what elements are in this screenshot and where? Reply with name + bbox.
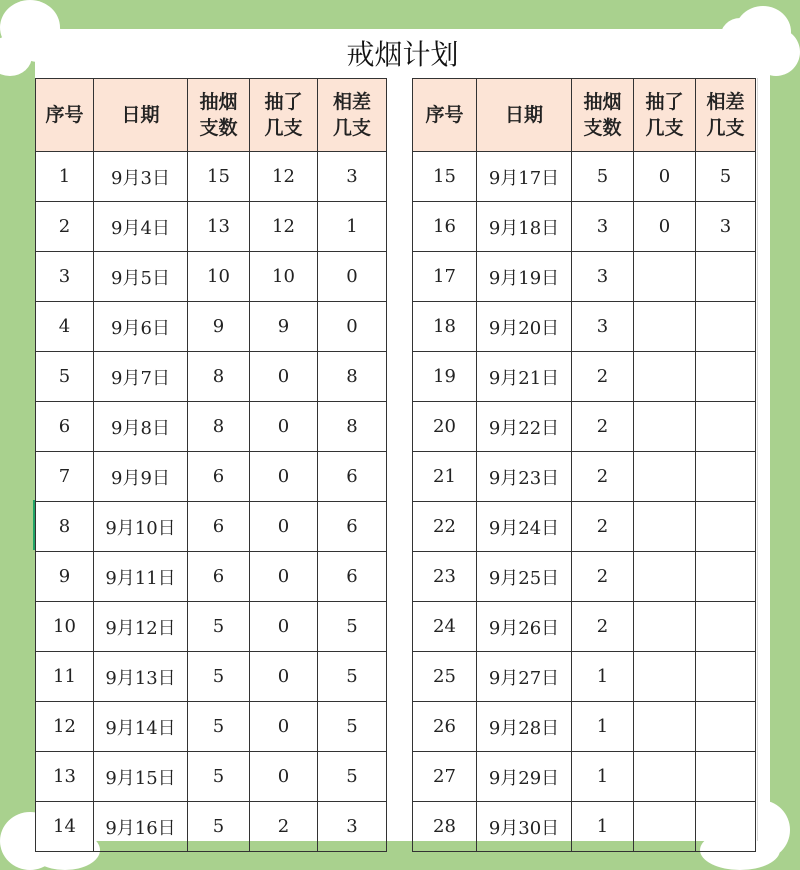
cell-diff[interactable] — [696, 502, 756, 552]
table-header-row — [413, 79, 756, 152]
table-header-row — [36, 79, 387, 152]
table-row — [36, 502, 387, 552]
cell-smoked[interactable] — [634, 702, 696, 752]
cell-smoked[interactable] — [634, 752, 696, 802]
cell-date[interactable]: 9月26日 — [477, 602, 572, 652]
table-row — [413, 302, 756, 352]
table-row — [413, 252, 756, 302]
cell-no[interactable]: 6 — [36, 402, 94, 452]
cell-planned[interactable]: 9 — [188, 302, 250, 352]
cell-diff[interactable] — [696, 302, 756, 352]
cell-no[interactable]: 8 — [36, 502, 94, 552]
cell-planned[interactable]: 13 — [188, 202, 250, 252]
header-date: 日期 — [477, 79, 572, 152]
header-planned — [188, 79, 250, 152]
cell-date[interactable]: 9月15日 — [94, 752, 188, 802]
cell-date[interactable]: 9月7日 — [94, 352, 188, 402]
cell-smoked[interactable]: 0 — [250, 752, 318, 802]
cell-planned[interactable]: 2 — [572, 602, 634, 652]
cell-smoked[interactable]: 0 — [250, 452, 318, 502]
cell-diff[interactable] — [696, 252, 756, 302]
cell-planned[interactable]: 5 — [188, 602, 250, 652]
cell-diff[interactable]: 6 — [318, 452, 387, 502]
cell-date[interactable]: 9月9日 — [94, 452, 188, 502]
header-diff-text: 相差几支 — [332, 91, 371, 139]
cell-date[interactable]: 9月13日 — [94, 652, 188, 702]
cell-date[interactable]: 9月12日 — [94, 602, 188, 652]
cell-smoked[interactable] — [634, 502, 696, 552]
cell-date[interactable]: 9月27日 — [477, 652, 572, 702]
cell-planned[interactable]: 1 — [572, 802, 634, 852]
table-row — [413, 402, 756, 452]
cell-planned[interactable]: 3 — [572, 202, 634, 252]
cell-date[interactable]: 9月17日 — [477, 152, 572, 202]
table-row — [36, 702, 387, 752]
cell-planned[interactable]: 10 — [188, 252, 250, 302]
cell-diff[interactable]: 5 — [318, 602, 387, 652]
cell-diff[interactable]: 5 — [696, 152, 756, 202]
cell-smoked[interactable]: 0 — [250, 502, 318, 552]
cell-planned[interactable]: 2 — [572, 402, 634, 452]
cell-smoked[interactable]: 0 — [250, 652, 318, 702]
cell-date[interactable]: 9月18日 — [477, 202, 572, 252]
table-row — [413, 652, 756, 702]
cell-planned[interactable]: 6 — [188, 502, 250, 552]
cell-no[interactable]: 10 — [36, 602, 94, 652]
table-row — [36, 152, 387, 202]
cell-smoked[interactable]: 0 — [634, 152, 696, 202]
table-row — [36, 352, 387, 402]
cell-no[interactable]: 7 — [36, 452, 94, 502]
cell-date[interactable]: 9月10日 — [94, 502, 188, 552]
header-date: 日期 — [94, 79, 188, 152]
cell-diff[interactable]: 3 — [318, 802, 387, 852]
cell-diff[interactable]: 0 — [318, 252, 387, 302]
table-right — [412, 78, 756, 852]
header-planned — [572, 79, 634, 152]
cell-no[interactable]: 12 — [36, 702, 94, 752]
sheet-title: 戒烟计划 — [346, 38, 459, 71]
header-diff — [318, 79, 387, 152]
cell-no[interactable]: 27 — [413, 752, 477, 802]
header-smoked — [250, 79, 318, 152]
cell-smoked[interactable] — [634, 452, 696, 502]
cell-smoked[interactable] — [634, 802, 696, 852]
cell-smoked[interactable]: 2 — [250, 802, 318, 852]
cell-smoked[interactable] — [634, 552, 696, 602]
cell-date[interactable]: 9月21日 — [477, 352, 572, 402]
cell-date[interactable]: 9月28日 — [477, 702, 572, 752]
cell-no[interactable]: 17 — [413, 252, 477, 302]
cell-planned[interactable]: 1 — [572, 752, 634, 802]
cell-smoked[interactable]: 0 — [250, 352, 318, 402]
cell-date[interactable]: 9月19日 — [477, 252, 572, 302]
cell-diff[interactable]: 6 — [318, 502, 387, 552]
cell-no[interactable]: 3 — [36, 252, 94, 302]
table-row — [36, 302, 387, 352]
cell-no[interactable]: 20 — [413, 402, 477, 452]
cell-planned[interactable]: 5 — [572, 152, 634, 202]
gridline — [757, 78, 758, 841]
cell-planned[interactable]: 2 — [572, 452, 634, 502]
cell-planned[interactable]: 5 — [188, 652, 250, 702]
cell-planned[interactable]: 3 — [572, 252, 634, 302]
cell-smoked[interactable] — [634, 652, 696, 702]
cell-smoked[interactable]: 0 — [250, 702, 318, 752]
cell-date[interactable]: 9月4日 — [94, 202, 188, 252]
header-diff-text: 相差几支 — [706, 91, 745, 139]
cell-smoked[interactable] — [634, 252, 696, 302]
cell-diff[interactable]: 8 — [318, 352, 387, 402]
table-row — [36, 802, 387, 852]
cell-date[interactable]: 9月23日 — [477, 452, 572, 502]
cell-smoked[interactable]: 0 — [250, 552, 318, 602]
cell-date[interactable]: 9月3日 — [94, 152, 188, 202]
cell-diff[interactable] — [696, 352, 756, 402]
header-smoked — [634, 79, 696, 152]
cell-no[interactable]: 14 — [36, 802, 94, 852]
cell-date[interactable]: 9月24日 — [477, 502, 572, 552]
table-row — [36, 602, 387, 652]
cell-no[interactable]: 16 — [413, 202, 477, 252]
cell-diff[interactable] — [696, 652, 756, 702]
table-row — [413, 702, 756, 752]
cell-diff[interactable] — [696, 452, 756, 502]
cell-planned[interactable]: 2 — [572, 552, 634, 602]
cell-diff[interactable]: 5 — [318, 702, 387, 752]
cell-date[interactable]: 9月5日 — [94, 252, 188, 302]
cell-date[interactable]: 9月8日 — [94, 402, 188, 452]
cell-no[interactable]: 9 — [36, 552, 94, 602]
cell-planned[interactable]: 8 — [188, 352, 250, 402]
table-row — [413, 802, 756, 852]
cell-smoked[interactable]: 0 — [250, 402, 318, 452]
cell-diff[interactable] — [696, 602, 756, 652]
cell-planned[interactable]: 6 — [188, 552, 250, 602]
header-no: 序号 — [36, 79, 94, 152]
cell-diff[interactable]: 0 — [318, 302, 387, 352]
cell-smoked[interactable]: 12 — [250, 152, 318, 202]
cell-smoked[interactable] — [634, 352, 696, 402]
cell-smoked[interactable]: 0 — [634, 202, 696, 252]
cell-diff[interactable]: 8 — [318, 402, 387, 452]
cell-diff[interactable] — [696, 752, 756, 802]
cell-date[interactable]: 9月22日 — [477, 402, 572, 452]
cell-no[interactable]: 18 — [413, 302, 477, 352]
cell-date[interactable]: 9月16日 — [94, 802, 188, 852]
table-row — [413, 602, 756, 652]
table-left — [35, 78, 387, 852]
header-smoked-text: 抽了几支 — [645, 91, 684, 139]
cell-no[interactable]: 25 — [413, 652, 477, 702]
cell-no[interactable]: 5 — [36, 352, 94, 402]
table-row — [36, 202, 387, 252]
cell-no[interactable]: 4 — [36, 302, 94, 352]
cell-no[interactable]: 2 — [36, 202, 94, 252]
table-row — [413, 452, 756, 502]
cell-date[interactable]: 9月30日 — [477, 802, 572, 852]
cell-planned[interactable]: 2 — [572, 502, 634, 552]
cell-planned[interactable]: 5 — [188, 752, 250, 802]
cell-planned[interactable]: 8 — [188, 402, 250, 452]
cell-smoked[interactable] — [634, 302, 696, 352]
cell-date[interactable]: 9月20日 — [477, 302, 572, 352]
header-planned-text: 抽烟支数 — [583, 91, 622, 139]
table-row — [413, 152, 756, 202]
table-row — [36, 452, 387, 502]
table-row — [36, 552, 387, 602]
cell-diff[interactable] — [696, 552, 756, 602]
cell-smoked[interactable]: 12 — [250, 202, 318, 252]
cell-date[interactable]: 9月29日 — [477, 752, 572, 802]
table-row — [36, 252, 387, 302]
table-row — [413, 552, 756, 602]
table-row — [413, 502, 756, 552]
spreadsheet-sheet — [35, 29, 770, 841]
cell-planned[interactable]: 5 — [188, 802, 250, 852]
cell-planned[interactable]: 1 — [572, 652, 634, 702]
cell-planned[interactable]: 1 — [572, 702, 634, 752]
cell-smoked[interactable] — [634, 402, 696, 452]
table-row — [36, 402, 387, 452]
cell-diff[interactable]: 5 — [318, 752, 387, 802]
cell-planned[interactable]: 15 — [188, 152, 250, 202]
cell-no[interactable]: 23 — [413, 552, 477, 602]
header-diff — [696, 79, 756, 152]
cell-diff[interactable]: 5 — [318, 652, 387, 702]
cell-planned[interactable]: 3 — [572, 302, 634, 352]
cell-diff[interactable]: 3 — [696, 202, 756, 252]
cell-no[interactable]: 15 — [413, 152, 477, 202]
cell-diff[interactable]: 3 — [318, 152, 387, 202]
cell-no[interactable]: 13 — [36, 752, 94, 802]
cell-no[interactable]: 1 — [36, 152, 94, 202]
cell-smoked[interactable]: 0 — [250, 602, 318, 652]
cell-diff[interactable] — [696, 402, 756, 452]
cell-date[interactable]: 9月6日 — [94, 302, 188, 352]
table-row — [413, 752, 756, 802]
cell-no[interactable]: 11 — [36, 652, 94, 702]
cell-smoked[interactable]: 9 — [250, 302, 318, 352]
cell-date[interactable]: 9月11日 — [94, 552, 188, 602]
cell-no[interactable]: 26 — [413, 702, 477, 752]
cell-planned[interactable]: 6 — [188, 452, 250, 502]
cell-no[interactable]: 21 — [413, 452, 477, 502]
cell-no[interactable]: 24 — [413, 602, 477, 652]
header-smoked-text: 抽了几支 — [264, 91, 303, 139]
cell-diff[interactable] — [696, 702, 756, 752]
cell-date[interactable]: 9月25日 — [477, 552, 572, 602]
cell-smoked[interactable]: 10 — [250, 252, 318, 302]
header-no: 序号 — [413, 79, 477, 152]
header-planned-text: 抽烟支数 — [199, 91, 238, 139]
cell-diff[interactable]: 1 — [318, 202, 387, 252]
cell-diff[interactable] — [696, 802, 756, 852]
table-row — [413, 352, 756, 402]
cell-smoked[interactable] — [634, 602, 696, 652]
table-row — [413, 202, 756, 252]
cell-no[interactable]: 28 — [413, 802, 477, 852]
cell-diff[interactable]: 6 — [318, 552, 387, 602]
cell-no[interactable]: 19 — [413, 352, 477, 402]
cell-date[interactable]: 9月14日 — [94, 702, 188, 752]
cell-planned[interactable]: 5 — [188, 702, 250, 752]
table-row — [36, 752, 387, 802]
cell-planned[interactable]: 2 — [572, 352, 634, 402]
table-row — [36, 652, 387, 702]
cell-no[interactable]: 22 — [413, 502, 477, 552]
